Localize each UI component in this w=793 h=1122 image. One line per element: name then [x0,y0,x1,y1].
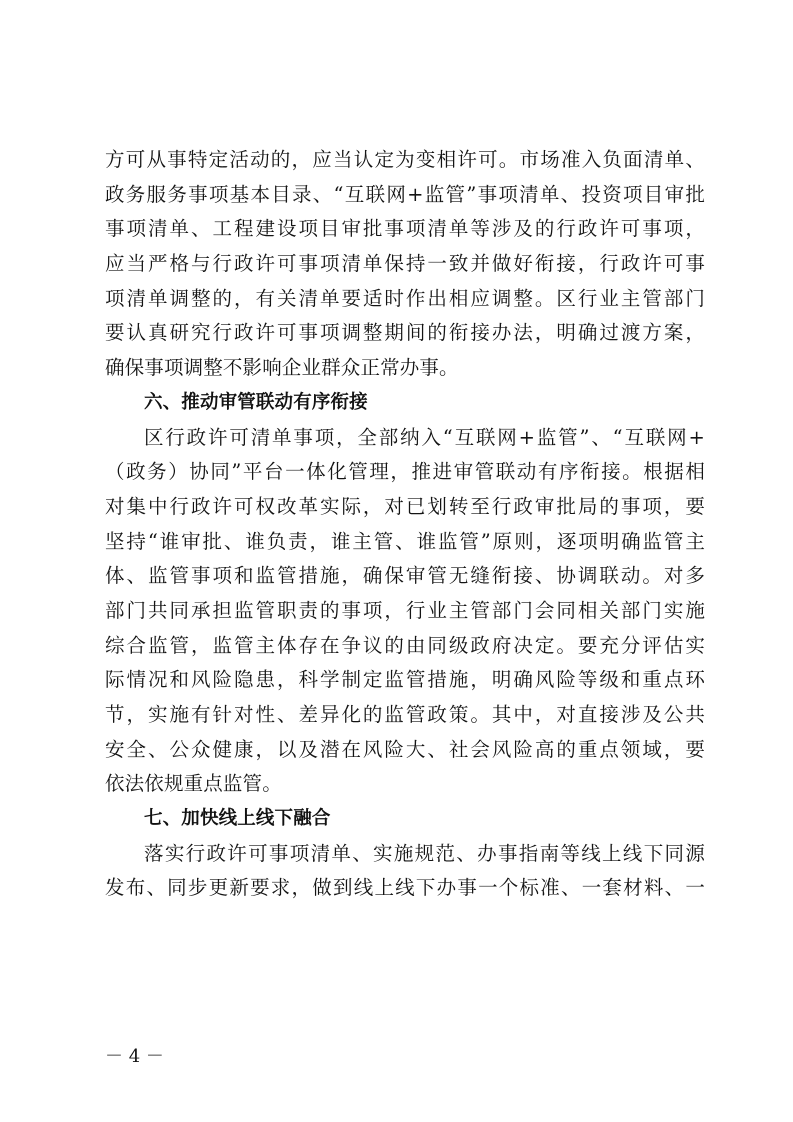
paragraph-line: 事项清单、工程建设项目审批事项清单等涉及的行政许可事项， [105,217,705,241]
paragraph-line: 综合监管，监管主体存在争议的由同级政府决定。要充分评估实 [105,633,705,657]
paragraph-line: 安全、公众健康，以及潜在风险大、社会风险高的重点领域，要 [105,737,705,761]
paragraph-line: 发布、同步更新要求，做到线上线下办事一个标准、一套材料、一 [105,876,705,900]
paragraph-line: 坚持“谁审批、谁负责，谁主管、谁监管”原则，逐项明确监管主 [105,529,705,553]
page-number: － 4 － [105,1046,164,1067]
paragraph-line: 方可从事特定活动的，应当认定为变相许可。市场准入负面清单、 [105,148,705,171]
paragraph-line: 要认真研究行政许可事项调整期间的衔接办法，明确过渡方案， [105,321,705,345]
paragraph-line: 区行政许可清单事项，全部纳入“互联网+监管”、“互联网+ [144,425,705,449]
paragraph-line: 对集中行政许可权改革实际，对已划转至行政审批局的事项，要 [105,494,705,518]
paragraph-line: 落实行政许可事项清单、实施规范、办事指南等线上线下同源 [144,841,705,865]
paragraph-line: 确保事项调整不影响企业群众正常办事。 [105,356,459,380]
paragraph-line: 节，实施有针对性、差异化的监管政策。其中，对直接涉及公共 [105,703,705,726]
section-heading-6: 六、推动审管联动有序衔接 [144,391,368,413]
paragraph-line: 应当严格与行政许可事项清单保持一致并做好衔接，行政许可事 [105,252,705,276]
paragraph-line: 政务服务事项基本目录、“互联网+监管”事项清单、投资项目审批 [105,182,705,206]
paragraph-line: 际情况和风险隐患，科学制定监管措施，明确风险等级和重点环 [105,668,705,692]
paragraph-line: （政务）协同”平台一体化管理，推进审管联动有序衔接。根据相 [105,460,705,484]
paragraph-line: 体、监管事项和监管措施，确保审管无缝衔接、协调联动。对多 [105,564,705,588]
paragraph-line: 项清单调整的，有关清单要适时作出相应调整。区行业主管部门 [105,286,705,310]
document-body [105,143,705,906]
paragraph-line: 部门共同承担监管职责的事项，行业主管部门会同相关部门实施 [105,598,705,622]
section-heading-7: 七、加快线上线下融合 [144,808,331,830]
paragraph-line: 依法依规重点监管。 [105,772,282,796]
